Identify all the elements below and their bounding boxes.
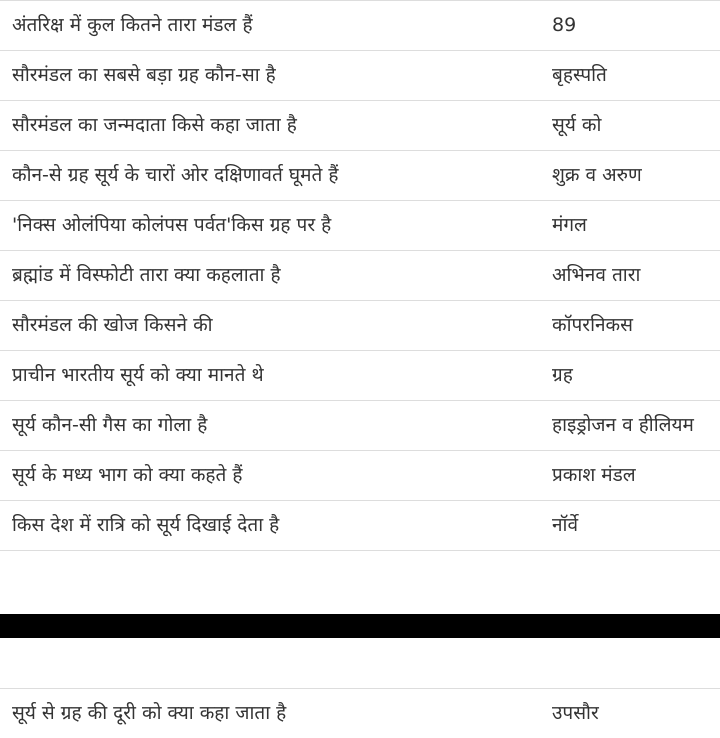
answer-cell: अभिनव तारा [525, 251, 720, 301]
question-cell: 'निक्स ओलंपिया कोलंपस पर्वत'किस ग्रह पर है [0, 201, 525, 251]
answer-cell: उपसौर [525, 689, 720, 738]
answer-cell: बृहस्पति [525, 51, 720, 101]
question-cell: किस देश में रात्रि को सूर्य दिखाई देता है [0, 501, 525, 551]
question-cell: सूर्य कौन-सी गैस का गोला है [0, 401, 525, 451]
answer-cell: नॉर्वे [525, 501, 720, 551]
qa-table-body [0, 1, 720, 551]
answer-cell: प्रकाश मंडल [525, 451, 720, 501]
answer-cell: मंगल [525, 201, 720, 251]
table-row [0, 501, 720, 551]
table-row [0, 201, 720, 251]
answer-cell: कॉपरनिकस [525, 301, 720, 351]
question-cell: सौरमंडल का सबसे बड़ा ग्रह कौन-सा है [0, 51, 525, 101]
table-row [0, 51, 720, 101]
question-cell: प्राचीन भारतीय सूर्य को क्या मानते थे [0, 351, 525, 401]
table-row [0, 151, 720, 201]
answer-cell: शुक्र व अरुण [525, 151, 720, 201]
question-cell: ब्रह्मांड में विस्फोटी तारा क्या कहलाता है [0, 251, 525, 301]
black-divider-band [0, 614, 720, 638]
answer-cell: सूर्य को [525, 101, 720, 151]
table-row [0, 451, 720, 501]
question-cell: कौन-से ग्रह सूर्य के चारों ओर दक्षिणावर्त घूमते हैं [0, 151, 525, 201]
table-row [0, 301, 720, 351]
table-row [0, 351, 720, 401]
question-cell: सौरमंडल का जन्मदाता किसे कहा जाता है [0, 101, 525, 151]
question-cell: अंतरिक्ष में कुल कितने तारा मंडल हैं [0, 1, 525, 51]
qa-table-continued-body [0, 689, 720, 738]
table-row [0, 101, 720, 151]
qa-table-continued [0, 688, 720, 738]
question-cell: सूर्य से ग्रह की दूरी को क्या कहा जाता है [0, 689, 525, 738]
answer-cell: हाइड्रोजन व हीलियम [525, 401, 720, 451]
answer-cell: 89 [525, 1, 720, 51]
table-row [0, 401, 720, 451]
question-cell: सौरमंडल की खोज किसने की [0, 301, 525, 351]
question-cell: सूर्य के मध्य भाग को क्या कहते हैं [0, 451, 525, 501]
table-row [0, 1, 720, 51]
table-row [0, 689, 720, 738]
answer-cell: ग्रह [525, 351, 720, 401]
table-row [0, 251, 720, 301]
